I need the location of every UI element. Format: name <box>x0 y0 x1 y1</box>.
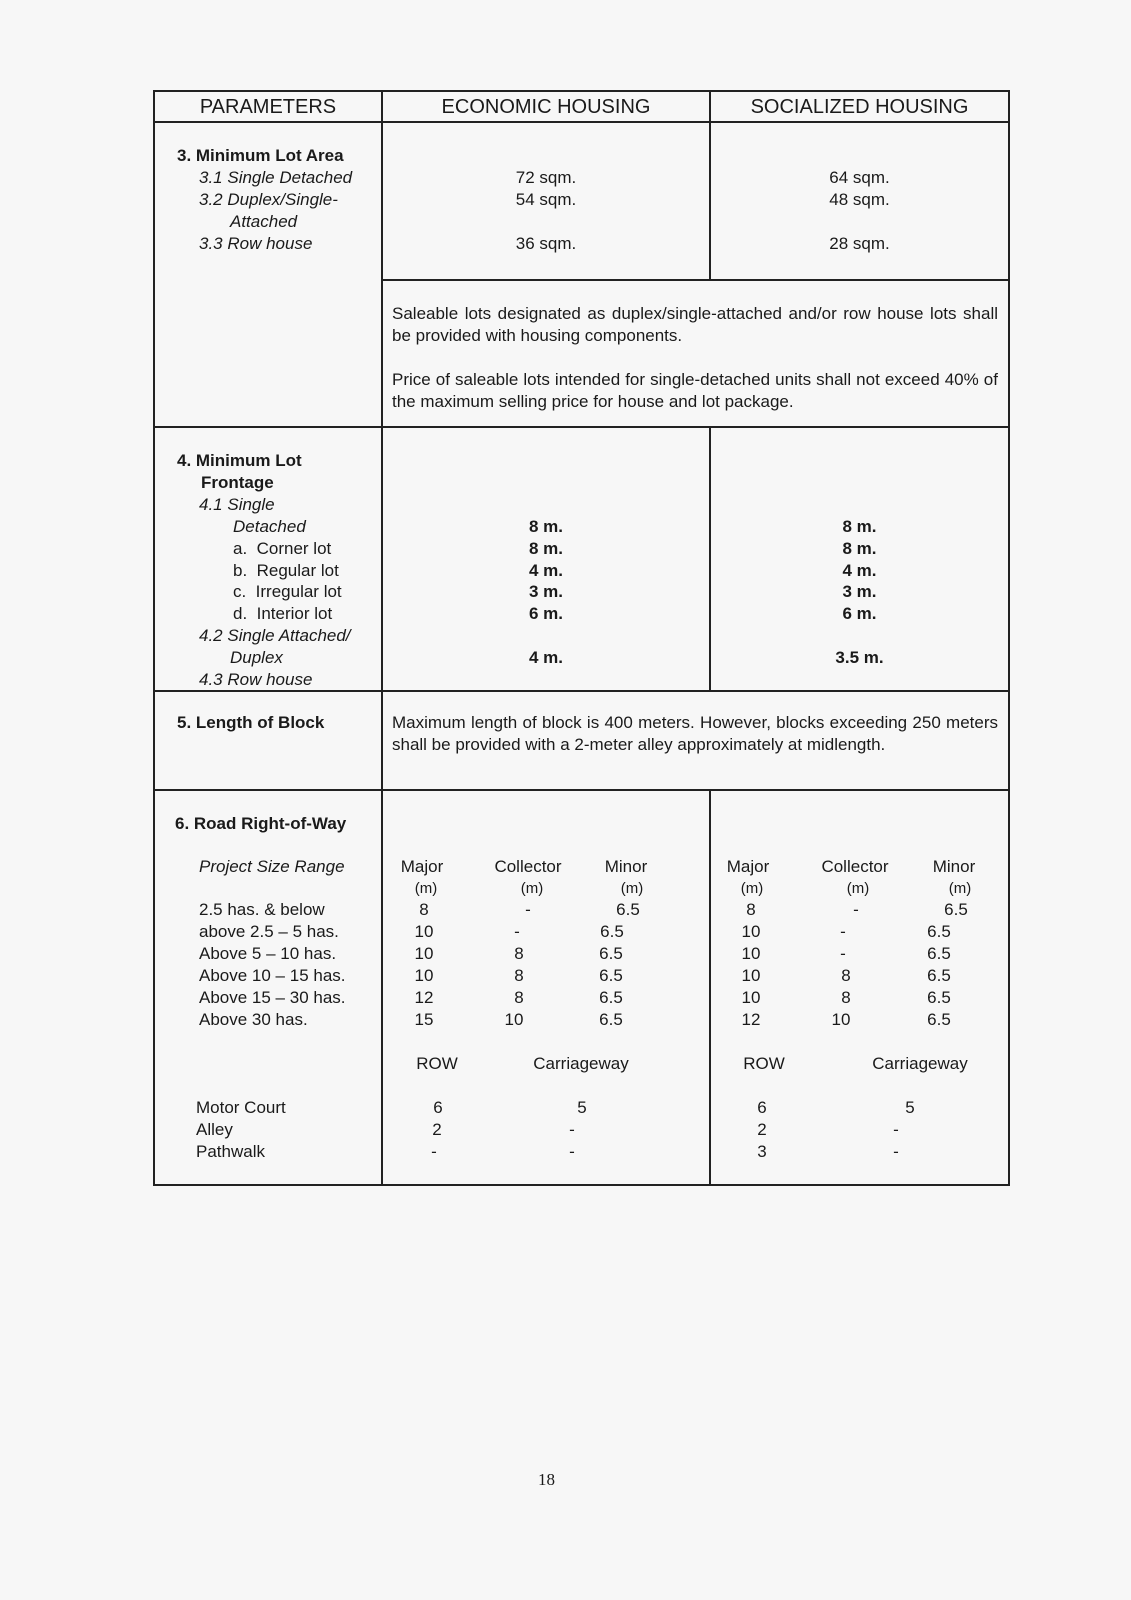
col-major: Major <box>400 857 444 876</box>
socialized-minor-value: 6.5 <box>927 988 951 1007</box>
socialized-major-value: 8 <box>746 900 756 919</box>
lot-area-economic-value: 72 sqm. <box>515 168 577 187</box>
lot-area-economic-value: 36 sqm. <box>515 234 577 253</box>
economic-minor-value: 6.5 <box>599 966 623 985</box>
row-divider-4 <box>153 426 1010 428</box>
frontage-socialized-value: 4 m. <box>842 561 877 580</box>
economic-minor-value: 6.5 <box>616 900 640 919</box>
socialized-minor-value: 6.5 <box>944 900 968 919</box>
block-text: Maximum length of block is 400 meters. However, blocks exceeding 250 meters shall be provided with a 2-meter alley approximately at midlength. <box>392 713 998 754</box>
col-unit: (m) <box>740 880 764 897</box>
lot-area-item-label: Attached <box>230 212 298 231</box>
lot-area-note-2: Price of saleable lots intended for single-detached units shall not exceed 40% of the maximum selling price for house and lot package. <box>392 370 998 411</box>
project-size-range-label: Project Size Range <box>199 857 345 876</box>
frontage-economic-value: 3 m. <box>528 582 564 601</box>
header-divider <box>153 121 1010 123</box>
col-row: ROW <box>416 1054 458 1073</box>
economic-minor-value: 6.5 <box>599 1010 623 1029</box>
frontage-economic-value: 6 m. <box>528 604 564 623</box>
economic-row-value: 6 <box>433 1098 443 1117</box>
block-title: 5. Length of Block <box>177 713 325 732</box>
table-border-bottom <box>153 1184 1010 1186</box>
frontage-title: Frontage <box>201 473 274 492</box>
frontage-sub-label: 4.3 Row house <box>199 670 313 689</box>
economic-carriageway-value: - <box>569 1142 575 1161</box>
lot-area-inner-divider <box>382 279 1010 281</box>
table-border-top <box>153 90 1010 92</box>
economic-major-value: 15 <box>414 1010 434 1029</box>
lot-area-item-label: 3.1 Single Detached <box>199 168 353 187</box>
lot-area-socialized-value: 64 sqm. <box>829 168 890 187</box>
frontage-sub-label: 4.1 Single <box>199 495 275 514</box>
row-title: 6. Road Right-of-Way <box>175 814 347 833</box>
lot-area-item-label: 3.2 Duplex/Single- <box>199 190 338 209</box>
socialized-major-value: 10 <box>741 944 761 963</box>
economic-minor-value: 6.5 <box>599 988 623 1007</box>
frontage-row-label: d. Interior lot <box>233 604 333 623</box>
header-socialized-housing: SOCIALIZED HOUSING <box>750 96 969 118</box>
economic-collector-value: 8 <box>514 988 524 1007</box>
frontage-row-label: b. Regular lot <box>233 561 339 580</box>
col-major: Major <box>726 857 770 876</box>
col-unit: (m) <box>414 880 438 897</box>
col-carriageway: Carriageway <box>533 1054 629 1073</box>
frontage-sub-label: Duplex <box>230 648 283 667</box>
road-type-label: Pathwalk <box>196 1142 265 1161</box>
row-divider-6 <box>153 789 1010 791</box>
col-collector: Collector <box>821 857 889 876</box>
table-border-left <box>153 90 155 1186</box>
col-unit: (m) <box>948 880 972 897</box>
col-unit: (m) <box>620 880 644 897</box>
socialized-collector-value: 8 <box>841 966 851 985</box>
socialized-major-value: 10 <box>741 966 761 985</box>
lot-area-title: 3. Minimum Lot Area <box>177 146 344 165</box>
col-collector: Collector <box>494 857 562 876</box>
col-carriageway: Carriageway <box>872 1054 968 1073</box>
socialized-minor-value: 6.5 <box>927 922 951 941</box>
table-border-right <box>1008 90 1010 1186</box>
socialized-collector-value: 8 <box>841 988 851 1007</box>
socialized-carriageway-value: - <box>893 1142 899 1161</box>
socialized-major-value: 10 <box>741 988 761 1007</box>
economic-collector-value: - <box>514 922 520 941</box>
lot-area-socialized-value: 28 sqm. <box>829 234 890 253</box>
frontage-economic-value: 4 m. <box>528 561 564 580</box>
socialized-row-value: 2 <box>757 1120 767 1139</box>
economic-collector-value: 8 <box>514 944 524 963</box>
socialized-row-value: 3 <box>757 1142 767 1161</box>
economic-major-value: 10 <box>414 966 434 985</box>
range-label: Above 5 – 10 has. <box>199 944 337 963</box>
economic-carriageway-value: - <box>569 1120 575 1139</box>
socialized-collector-value: 10 <box>831 1010 851 1029</box>
frontage-row-label: c. Irregular lot <box>233 582 342 601</box>
col-minor: Minor <box>932 857 976 876</box>
economic-collector-value: - <box>525 900 531 919</box>
frontage-row-label: a. Corner lot <box>233 539 332 558</box>
frontage-economic-value: 4 m. <box>528 648 564 667</box>
header-economic-housing: ECONOMIC HOUSING <box>441 96 651 118</box>
road-type-label: Motor Court <box>196 1098 286 1117</box>
socialized-major-value: 10 <box>741 922 761 941</box>
header-parameters: PARAMETERS <box>199 96 337 118</box>
col-unit: (m) <box>846 880 870 897</box>
col-row: ROW <box>743 1054 785 1073</box>
frontage-sub-label: 4.2 Single Attached/ <box>199 626 351 645</box>
column-divider-2c <box>709 789 711 1186</box>
economic-major-value: 12 <box>414 988 434 1007</box>
socialized-major-value: 12 <box>741 1010 761 1029</box>
range-label: Above 10 – 15 has. <box>199 966 346 985</box>
range-label: 2.5 has. & below <box>199 900 325 919</box>
socialized-collector-value: - <box>840 944 846 963</box>
frontage-socialized-value: 8 m. <box>842 539 877 558</box>
economic-row-value: - <box>431 1142 437 1161</box>
range-label: Above 15 – 30 has. <box>199 988 346 1007</box>
frontage-title: 4. Minimum Lot <box>177 451 302 470</box>
lot-area-socialized-value: 48 sqm. <box>829 190 890 209</box>
frontage-economic-value: 8 m. <box>528 517 564 536</box>
economic-major-value: 8 <box>419 900 429 919</box>
road-type-label: Alley <box>196 1120 233 1139</box>
page-number: 18 <box>538 1470 555 1489</box>
economic-collector-value: 10 <box>504 1010 524 1029</box>
socialized-minor-value: 6.5 <box>927 1010 951 1029</box>
lot-area-economic-value: 54 sqm. <box>515 190 577 209</box>
frontage-economic-value: 8 m. <box>528 539 564 558</box>
economic-minor-value: 6.5 <box>599 944 623 963</box>
frontage-sub-label: Detached <box>233 517 306 536</box>
economic-major-value: 10 <box>414 922 434 941</box>
economic-collector-value: 8 <box>514 966 524 985</box>
economic-row-value: 2 <box>432 1120 442 1139</box>
socialized-minor-value: 6.5 <box>927 944 951 963</box>
lot-area-item-label: 3.3 Row house <box>199 234 313 253</box>
economic-carriageway-value: 5 <box>577 1098 587 1117</box>
range-label: above 2.5 – 5 has. <box>199 922 339 941</box>
frontage-socialized-value: 8 m. <box>842 517 877 536</box>
col-unit: (m) <box>520 880 544 897</box>
economic-major-value: 10 <box>414 944 434 963</box>
lot-area-note-1: Saleable lots designated as duplex/single-attached and/or row house lots shall be provided with housing components. <box>392 304 998 345</box>
socialized-row-value: 6 <box>757 1098 767 1117</box>
col-minor: Minor <box>604 857 648 876</box>
frontage-socialized-value: 3 m. <box>842 582 877 601</box>
socialized-carriageway-value: - <box>893 1120 899 1139</box>
frontage-socialized-value: 3.5 m. <box>835 648 884 667</box>
socialized-carriageway-value: 5 <box>905 1098 915 1117</box>
frontage-socialized-value: 6 m. <box>842 604 877 623</box>
socialized-minor-value: 6.5 <box>927 966 951 985</box>
socialized-collector-value: - <box>853 900 859 919</box>
socialized-collector-value: - <box>840 922 846 941</box>
economic-minor-value: 6.5 <box>600 922 624 941</box>
range-label: Above 30 has. <box>199 1010 308 1029</box>
